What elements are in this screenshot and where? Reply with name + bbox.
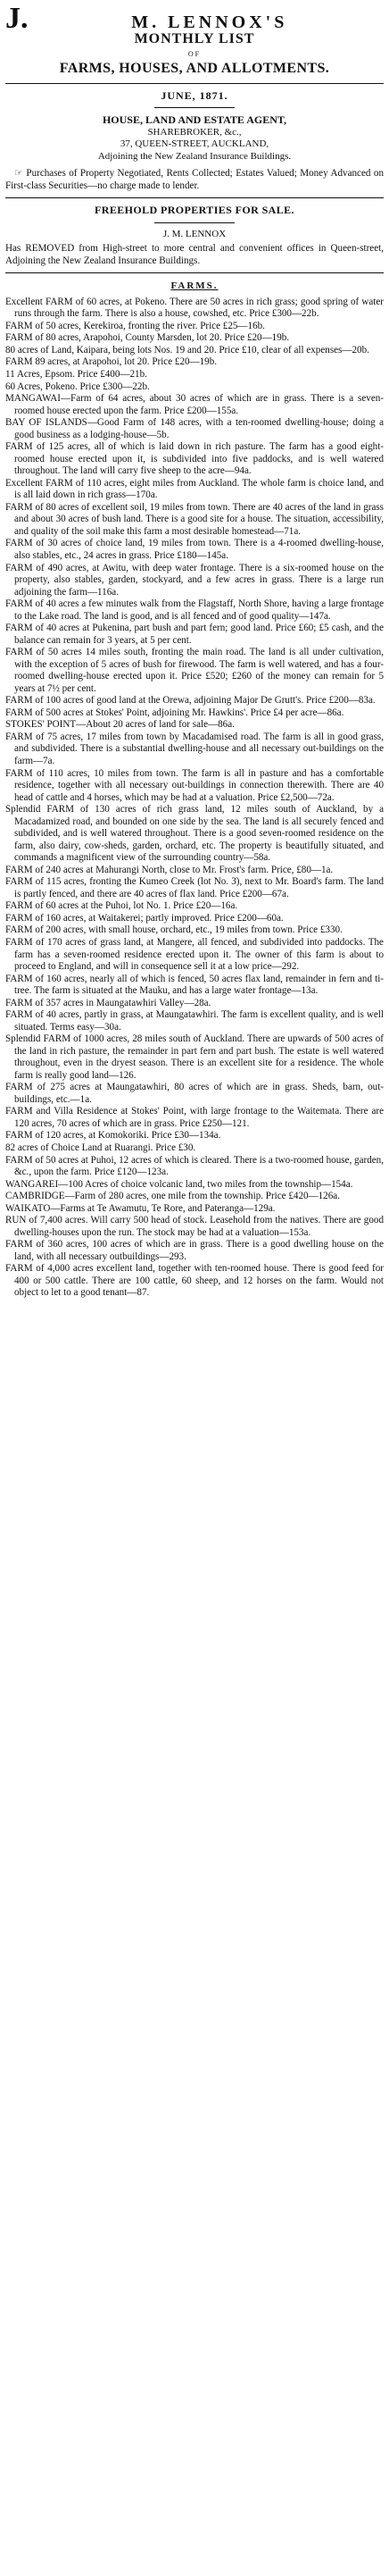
listing-item: FARM of 40 acres at Pukenina, part bush and part fern; good land. Price £60; £5 cash, and the balance can remain for 3 years, at 5 per cent.	[5, 623, 384, 646]
listing-item: FARM of 60 acres at the Puhoi, lot No. 1. Price £20—16a.	[5, 900, 238, 912]
listing-item: 82 acres of Choice Land at Ruarangi. Price £30.	[5, 1142, 196, 1153]
listing-item: FARM of 500 acres at Stokes' Point, adjoining Mr. Hawkins'. Price £4 per acre—86a.	[5, 707, 344, 718]
listing-item: FARM of 120 acres, at Komokoriki. Price £30—134a.	[5, 1130, 221, 1142]
divider	[5, 197, 384, 198]
listing-item: FARM of 4,000 acres excellent land, together with ten-roomed house. There is good feed for 400 or 500 cattle. There are 100 cattle, 60 sheep, and 12 horses on the farm. Would not object to let to a good tenant—87.	[5, 1263, 384, 1299]
listing-item: FARM of 50 acres at Puhoi, 12 acres of which is cleared. There is a two-roomed house, garden, &c., upon the farm. Price £120—123a.	[5, 1154, 384, 1178]
freehold-signature: J. M. LENNOX	[162, 228, 227, 239]
listing-item: 60 Acres, Pokeno. Price £300—22b.	[5, 381, 150, 392]
listing-item: STOKES' POINT—About 20 acres of land for sale—86a.	[5, 719, 235, 731]
listing-item: FARM of 80 acres, Arapohoi, County Marsden, lot 20. Price £20—19b.	[5, 332, 290, 344]
divider	[5, 272, 384, 273]
agent-title: HOUSE, LAND AND ESTATE AGENT,	[102, 113, 287, 127]
divider	[154, 107, 235, 108]
listing-item: FARM of 275 acres at Maungatawhiri, 80 acres of which are in grass. Sheds, barn, out-buildings, etc.—1a.	[5, 1082, 384, 1105]
issue-date: JUNE, 1871.	[161, 88, 228, 102]
divider	[154, 222, 235, 223]
listing-item: CAMBRIDGE—Farm of 280 acres, one mile from the township. Price £420—126a.	[5, 1191, 340, 1202]
monthly-list-page	[5, 4, 384, 1300]
subtitle-of: OF	[187, 49, 202, 58]
listing-item: FARM of 360 acres, 100 acres of which are in grass. There is a good dwelling house on the land, with all necessary outbuildings—293.	[5, 1239, 384, 1262]
listing-item: FARM of 40 acres a few minutes walk from the Flagstaff, North Shore, having a large frontage to the Lake road. The land is good, and is all fenced and of good quality—147a.	[5, 598, 384, 622]
farm-listings	[5, 297, 384, 1300]
services-notice	[5, 168, 384, 192]
listing-item: FARM of 357 acres in Maungatawhiri Valley—28a.	[5, 997, 211, 1008]
listing-item: WAIKATO—Farms at Te Awamutu, Te Rore, and Pateranga—129a.	[5, 1202, 276, 1214]
listing-item: FARM of 100 acres of good land at the Orewa, adjoining Major De Grutt's. Price £200—83a.	[5, 695, 376, 707]
listing-item: FARM of 40 acres, partly in grass, at Maungatawhiri. The farm is excellent quality, and is well situated. Terms easy—30a.	[5, 1009, 384, 1033]
agent-trade: SHAREBROKER, &c.,	[147, 127, 242, 138]
listing-item: 80 acres of Land, Kaipara, being lots Nos. 19 and 20. Price £10, clear of all expenses—20b.	[5, 344, 369, 355]
divider	[5, 83, 384, 84]
listing-item: Excellent FARM of 110 acres, eight miles from Auckland. The whole farm is choice land, and is all laid down in rich grass—170a.	[5, 477, 384, 501]
subtitle-farms-houses: FARMS, HOUSES, AND ALLOTMENTS.	[59, 61, 330, 77]
listing-item: Splendid FARM of 130 acres of rich grass land, 12 miles south of Auckland, by a Macadamized road, and bounded on one side by the sea. The land is all securely fenced and subdivided, and is well watered throughout. There is a good seven-roomed residence on the farm, also dairy, cow-sheds, garden, orchard, etc. The property is beautifully situated, and commands a magnificent view of the surrounding country—58a.	[5, 804, 384, 864]
listing-item: FARM of 50 acres 14 miles south, fronting the main road. The land is all under cultivation, with the exception of 5 acres of bush for firewood. The farm is well watered, and has a four-roomed dwelling-house erected upon it. Price £520; £260 of the money can remain for 5 years at 7½ per cent.	[5, 647, 384, 694]
listing-item: FARM of 75 acres, 17 miles from town by Macadamised road. The farm is all in good grass, and subdivided. There is a substantial dwelling-house and all necessary out-buildings on the farm—7a.	[5, 731, 384, 766]
listing-item: FARM of 160 acres, nearly all of which is fenced, 50 acres flax land, remainder in fern and ti-tree. The farm is situated at the Mauku, and has a large water frontage—13a.	[5, 973, 384, 997]
listing-item: MANGAWAI—Farm of 64 acres, about 30 acres of which are in grass. There is a seven-roomed house erected upon the farm. Price £200—155a.	[5, 393, 384, 416]
listing-item: FARM of 170 acres of grass land, at Mangere, all fenced, and subdivided into paddocks. The farm has a seven-roomed residence erected upon it. The owner of this farm is about to proceed to England, and will in consequence sell it at a low price—292.	[5, 936, 384, 973]
listing-item: FARM of 115 acres, fronting the Kumeo Creek (lot No. 3), next to Mr. Board's farm. The land is partly fenced, and there are 40 acres of flax land. Price £200—67a.	[5, 876, 384, 899]
listing-item: FARM of 490 acres, at Awitu, with deep water frontage. There is a six-roomed house on the property, also stables, garden, stockyard, and a few acres in grass. There is a large run adjoining the farm—116a.	[5, 562, 384, 598]
listing-item: FARM of 80 acres of excellent soil, 19 miles from town. There are 40 acres of the land in grass and about 30 acres of bush land. There is a good site for a house. The situation, accessibility, and quality of the soil make this farm a most desirable homestead—71a.	[5, 501, 384, 537]
listing-item: WANGAREI—100 Acres of choice volcanic land, two miles from the township—154a.	[5, 1178, 353, 1190]
freehold-heading: FREEHOLD PROPERTIES FOR SALE.	[95, 204, 294, 217]
listing-item: FARM 89 acres, at Arapohoi, lot 20. Price £20—19b.	[5, 356, 218, 368]
masthead-name: M. LENNOX'S	[131, 13, 288, 32]
services-notice-text: Purchases of Property Negotiated, Rents Collected; Estates Valued; Money Advanced on First-class Securities—no charge made to lender.	[5, 168, 384, 191]
listing-item: FARM of 125 acres, all of which is laid down in rich pasture. The farm has a good eight-roomed house erected upon it, is subdivided into five paddocks, and is well watered throughout. The land will carry five sheep to the acre—94a.	[5, 441, 384, 477]
listing-item: FARM of 160 acres, at Waitakerei; partly improved. Price £200—60a.	[5, 912, 284, 924]
listing-item: FARM of 110 acres, 10 miles from town. The farm is all in pasture and has a comfortable residence, together with all necessary out-buildings in connection therewith. There are 40 head of cattle and 4 horses, which may be had at a valuation. Price £2,500—72a.	[5, 767, 384, 803]
subtitle-monthly-list: MONTHLY LIST	[134, 31, 255, 46]
masthead-initial: J.	[5, 2, 29, 35]
listing-item: BAY OF ISLANDS—Good Farm of 148 acres, with a ten-roomed dwelling-house; doing a good business as a lodging-house—5b.	[5, 417, 384, 440]
listing-item: FARM and Villa Residence at Stokes' Point, with large frontage to the Waitemata. There are 120 acres, 70 acres of which are in grass. Price £250—121.	[5, 1106, 384, 1129]
listing-item: Excellent FARM of 60 acres, at Pokeno. There are 50 acres in rich grass; good spring of water runs through the farm. There is also a house, cowshed, etc. Price £300—22b.	[5, 296, 384, 320]
pointing-hand-icon: ☞	[14, 168, 23, 180]
listing-item: 11 Acres, Epsom. Price £400—21b.	[5, 369, 147, 380]
agent-address: 37, QUEEN-STREET, AUCKLAND,	[120, 138, 269, 150]
listing-item: RUN of 7,400 acres. Will carry 500 head of stock. Leasehold from the natives. There are good dwelling-houses upon the run. The stock may be had at a valuation—153a.	[5, 1215, 384, 1238]
listing-item: FARM of 200 acres, with small house, orchard, etc., 19 miles from town. Price £330.	[5, 924, 343, 936]
agent-adjoining: Adjoining the New Zealand Insurance Buildings.	[97, 150, 292, 162]
farms-heading: FARMS.	[170, 280, 219, 292]
masthead	[5, 4, 384, 34]
listing-item: FARM of 240 acres at Mahurangi North, close to Mr. Frost's farm. Price, £80—1a.	[5, 864, 334, 875]
listing-item: FARM of 30 acres of choice land, 19 miles from town. There is a 4-roomed dwelling-house, also stables, etc., 24 acres in grass. Price £180—145a.	[5, 538, 384, 561]
listing-item: FARM of 50 acres, Kerekiroa, fronting the river. Price £25—16b.	[5, 320, 265, 331]
listing-item: Splendid FARM of 1000 acres, 28 miles south of Auckland. There are upwards of 500 acres of the land in rich pasture, the remainder in part fern and part bush. The estate is well watered throughout, even in the dryest season. There is an excellent site for a residence. The whole farm is really good land—126.	[5, 1033, 384, 1081]
removal-notice: Has REMOVED from High-street to more central and convenient offices in Queen-street, Adjoining the New Zealand Insurance Buildings.	[5, 243, 384, 266]
